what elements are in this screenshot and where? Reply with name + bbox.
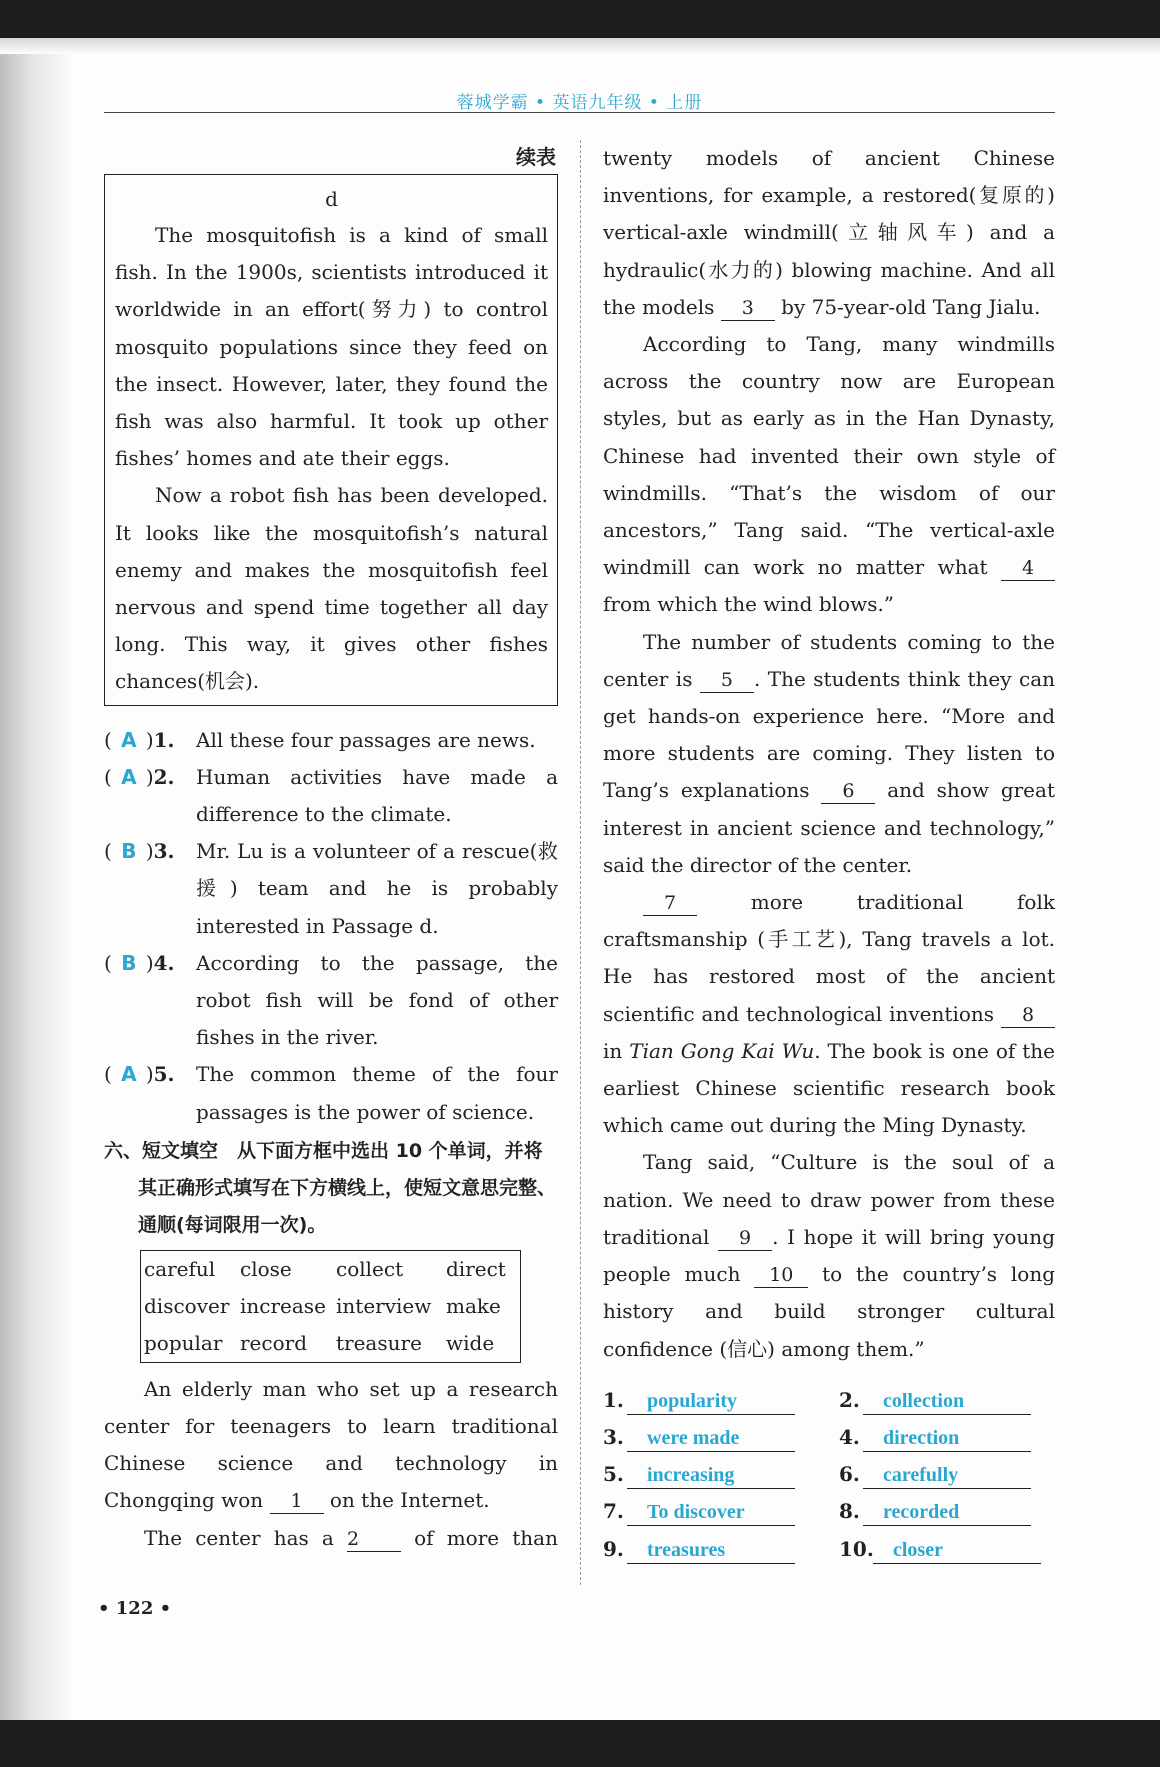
paren-open: ( (104, 764, 112, 789)
answer-value: were made (627, 1425, 795, 1452)
story-paragraph (603, 624, 1055, 884)
answer-value: recorded (863, 1499, 1031, 1526)
book-title: Tian Gong Kai Wu (629, 1038, 815, 1063)
answer-value: collection (863, 1388, 1031, 1415)
answer-item (839, 1531, 1055, 1568)
question-text: All these four passages are news. (196, 727, 536, 752)
answer-item (839, 1419, 1055, 1456)
left-column (104, 140, 558, 1557)
story-paragraph (603, 326, 1055, 624)
word-option: record (240, 1330, 308, 1355)
paren-close: ) (145, 950, 154, 975)
answer-item (603, 1419, 839, 1456)
story-left (104, 1371, 558, 1557)
blank-4: 4 (1001, 556, 1055, 581)
question-number: 2. (153, 764, 175, 789)
story-text: . I hope it will bring young people much (603, 1224, 1055, 1287)
blank-2: 2 (347, 1527, 401, 1552)
story-text: in (603, 1038, 630, 1063)
story-text: An elderly man who set up a research center for teenagers to learn traditional Chinese science and technology in Chongqing won (104, 1376, 558, 1513)
story-text: more traditional folk craftsmanship (手工艺), Tang travels a lot. He has restored most of the ancient scientific and technological inventions (603, 890, 1055, 1026)
word-option: close (240, 1256, 292, 1281)
answer-letter: A (121, 1062, 137, 1087)
blank-5: 5 (700, 668, 754, 693)
answer-value: treasures (627, 1537, 795, 1564)
answer-item (839, 1456, 1055, 1493)
answer-letter: B (121, 839, 137, 864)
section-six-title: 六、短文填空 从下面方框中选出 10 个单词，并将其正确形式填写在下方横线上，使短文意思完整、通顺(每词限用一次)。 (104, 1139, 557, 1236)
story-text: . The students think they can get hands-on experience here. “More and more students are coming. They listen to Tang’s explanations (603, 666, 1056, 803)
story-text: and show great interest in ancient science and technology,” said the director of the center. (603, 778, 1055, 877)
word-option: direct (446, 1256, 506, 1281)
story-paragraph (104, 1371, 558, 1520)
answer-number: 9. (603, 1536, 624, 1561)
right-column (603, 140, 1055, 1568)
question-item (104, 945, 558, 1057)
answer-value: carefully (863, 1462, 1031, 1489)
story-text: by 75-year-old Tang Jialu. (774, 294, 1041, 319)
blank-6: 6 (821, 779, 875, 804)
question-item (104, 722, 558, 759)
question-number: 1. (153, 727, 175, 752)
answer-number: 10. (839, 1536, 874, 1561)
answer-number: 3. (603, 1424, 624, 1449)
column-divider (580, 140, 581, 1585)
word-option: make (446, 1293, 501, 1318)
word-box (140, 1250, 521, 1363)
page-top-shadow (0, 38, 1160, 54)
passage-paragraph: Now a robot fish has been developed. It looks like the mosquitofish’s natural enemy and makes the mosquitofish feel nervous and spend time together all day long. This way, it gives other fishes chances(机会). (115, 483, 548, 694)
story-text: on the Internet. (323, 1488, 490, 1513)
question-list (104, 722, 558, 1131)
word-option: wide (446, 1330, 495, 1355)
question-text: According to the passage, the robot fish will be fond of other fishes in the river. (196, 950, 558, 1050)
question-text: Human activities have made a difference to the climate. (196, 764, 558, 827)
answer-number: 2. (839, 1387, 860, 1412)
paren-close: ) (145, 1062, 154, 1087)
paren-close: ) (145, 839, 154, 864)
page-header: 蓉城学霸 • 英语九年级 • 上册 (104, 88, 1055, 113)
blank-9: 9 (718, 1226, 772, 1251)
answer-grid (603, 1382, 1055, 1568)
paren-open: ( (104, 950, 112, 975)
blank-10: 10 (754, 1263, 808, 1288)
question-number: 5. (153, 1062, 175, 1087)
story-paragraph (603, 1144, 1055, 1367)
story-text: According to Tang, many windmills across the country now are European styles, but as early as in the Han Dynasty, Chinese had invented their own style of windmills. “That’s the wisdom of our ancestors,” Tang said. “The vertical-axle windmill can work no matter what (603, 332, 1055, 580)
story-paragraph (104, 1520, 558, 1557)
answer-number: 1. (603, 1387, 624, 1412)
answer-letter: B (121, 950, 137, 975)
word-option: collect (336, 1256, 404, 1281)
question-number: 4. (153, 950, 175, 975)
paren-open: ( (104, 1062, 112, 1087)
story-text: to the country’s long history and build stronger cultural confidence (信心) among them.” (603, 1262, 1056, 1361)
question-number: 3. (153, 839, 175, 864)
paren-open: ( (104, 727, 112, 752)
question-item (104, 759, 558, 833)
answer-item (603, 1456, 839, 1493)
word-option: discover (144, 1293, 230, 1318)
blank-8: 8 (1001, 1003, 1055, 1028)
page-number: • 122 • (98, 1598, 172, 1619)
word-option: treasure (336, 1330, 422, 1355)
answer-value: closer (873, 1537, 1041, 1564)
question-text: Mr. Lu is a volunteer of a rescue(救援) team and he is probably interested in Passage d. (196, 839, 558, 938)
story-paragraph (603, 884, 1055, 1144)
answer-value: increasing (627, 1462, 795, 1489)
answer-number: 8. (839, 1499, 860, 1524)
answer-item (603, 1382, 839, 1419)
story-text: from which the wind blows.” (603, 592, 895, 617)
story-right (603, 140, 1055, 1368)
answer-letter: A (121, 764, 137, 789)
word-option: popular (144, 1330, 223, 1355)
word-option: interview (336, 1293, 432, 1318)
continuation-label: 续表 (516, 145, 556, 169)
word-option: increase (240, 1293, 326, 1318)
passage-letter: d (325, 187, 338, 211)
answer-number: 4. (839, 1424, 860, 1449)
answer-item (839, 1382, 1055, 1419)
answer-value: To discover (627, 1499, 795, 1526)
answer-value: popularity (627, 1388, 795, 1415)
story-paragraph (603, 140, 1055, 326)
bottom-bar (0, 1720, 1160, 1767)
blank-1: 1 (270, 1489, 324, 1514)
answer-number: 6. (839, 1462, 860, 1487)
answer-item (839, 1493, 1055, 1530)
word-option: careful (144, 1256, 216, 1281)
passage-d-box (104, 174, 558, 706)
passage-paragraph: The mosquitofish is a kind of small fish. In the 1900s, scientists introduced it worldwide in an effort(努力) to control mosquito populations since they feed on the insect. However, later, they found the fish was also harmful. It took up other fishes’ homes and ate their eggs. (115, 223, 548, 471)
blank-3: 3 (721, 296, 775, 321)
answer-item (603, 1493, 839, 1530)
question-item (104, 1056, 558, 1130)
story-text: Tang said, “Culture is the soul of a nation. We need to draw power from these traditional (603, 1150, 1055, 1249)
blank-7: 7 (643, 891, 697, 916)
paren-close: ) (145, 764, 154, 789)
answer-letter: A (121, 727, 137, 752)
answer-number: 7. (603, 1499, 624, 1524)
question-item (104, 833, 558, 945)
book-spine-shadow (0, 38, 70, 1720)
paren-open: ( (104, 839, 112, 864)
story-text: The number of students coming to the center is (603, 629, 1055, 691)
question-text: The common theme of the four passages is the power of science. (196, 1062, 558, 1124)
story-text: . The book is one of the earliest Chinese scientific research book which came out during the Ming Dynasty. (603, 1038, 1055, 1138)
answer-value: direction (863, 1425, 1031, 1452)
story-text: of more than (400, 1525, 558, 1550)
story-text: The center has a (144, 1525, 347, 1550)
paren-close: ) (145, 727, 154, 752)
answer-number: 5. (603, 1462, 624, 1487)
story-text: twenty models of ancient Chinese inventions, for example, a restored(复原的) vertical-axle windmill(立轴风车) and a hydraulic(水力的) blowing machine. And all the models (603, 146, 1055, 319)
answer-item (603, 1531, 839, 1568)
